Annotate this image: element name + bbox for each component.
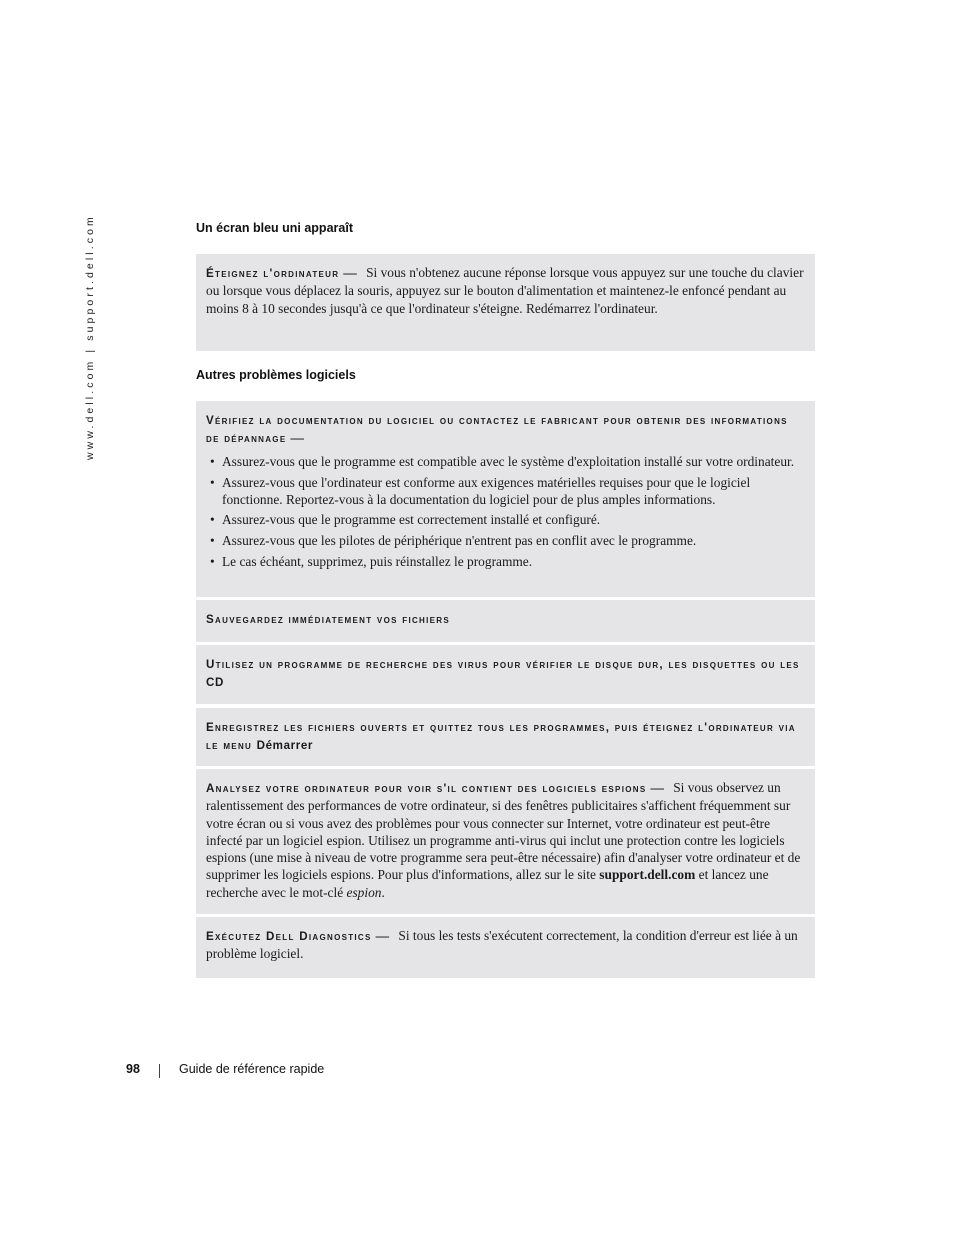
box-spyware: Analysez votre ordinateur pour voir s'il contient des logiciels espions — Si vous observez un ralentissement des performances de votre ordinateur, si des fenêtres publicitaires s'affichent fréquemment sur votre écran ou si vous avez des problèmes pour vous connecter sur Internet, votre ordinateur est peut-être infecté par un logiciel espion. Utilisez un programme anti-virus qui inclut une protection contre les logiciels espions (une mise à niveau de votre programme sera peut-être nécessaire) afin d'analyser votre ordinateur et de supprimer les logiciels espions. Pour plus d'informations, allez sur le site support.dell.com et lancez une recherche avec le mot-clé espion.	[196, 769, 815, 914]
box-close-head	[206, 721, 796, 752]
check-doc-list	[206, 453, 804, 570]
side-url: www.dell.com | support.dell.com	[84, 214, 96, 460]
list-item: • Le cas échéant, supprimez, puis réinstallez le programme.	[206, 553, 804, 570]
box-virus-head	[206, 658, 800, 689]
footer-separator	[159, 1064, 160, 1078]
box-check-doc: Vérifiez la documentation du logiciel ou contactez le fabricant pour obtenir des informations de dépannage — • Assurez-vous que le programme est compatible avec le système d'exploitation installé sur votre ordinateur. • Assurez-vous que l'ordinateur est conforme aux exigences matérielles requises pour que le logiciel fonctionne. Reportez-vous à la documentation du logiciel pour de plus amples informations. • Assurez-vous que le programme est correctement installé et configuré. • Assurez-vous que les pilotes de périphérique n'entrent pas en conflit avec le programme. • Le cas échéant, supprimez, puis réinstallez le programme.	[196, 401, 815, 597]
list-item: • Assurez-vous que l'ordinateur est conforme aux exigences matérielles requises pour que le logiciel fonctionne. Reportez-vous à la documentation du logiciel pour de plus amples informations.	[206, 474, 804, 509]
box-save-head: Sauvegardez immédiatement vos fichiers	[206, 613, 450, 626]
box-diagnostics: Exécutez Dell Diagnostics — Si tous les tests s'exécutent correctement, la condition d'erreur est liée à un problème logiciel.	[196, 917, 815, 978]
box-diagnostics-text: Si tous les tests s'exécutent correctement, la condition d'erreur est liée à un problème logiciel.	[206, 928, 798, 962]
section-title-other: Autres problèmes logiciels	[196, 368, 356, 382]
list-item: • Assurez-vous que le programme est correctement installé et configuré.	[206, 511, 804, 528]
box-spyware-end: .	[381, 884, 385, 900]
box-turn-off-text: Si vous n'obtenez aucune réponse lorsque vous appuyez sur une touche du clavier ou lorsque vous déplacez la souris, appuyez sur le bouton d'alimentation et maintenez-le enfoncé pendant au moins 8 à 10 secondes jusqu'à ce que l'ordinateur s'éteigne. Redémarrez l'ordinateur.	[206, 265, 804, 316]
list-item: • Assurez-vous que les pilotes de périphérique n'entrent pas en conflit avec le programme.	[206, 532, 804, 549]
list-item: • Assurez-vous que le programme est compatible avec le système d'exploitation installé sur votre ordinateur.	[206, 453, 804, 470]
box-virus-head-cd: CD	[206, 676, 224, 690]
box-close	[196, 708, 815, 766]
box-virus-head-text: Utilisez un programme de recherche des virus pour vérifier le disque dur, les disquettes ou les	[206, 658, 800, 671]
box-check-doc-head: Vérifiez la documentation du logiciel ou contactez le fabricant pour obtenir des informations de dépannage	[206, 414, 788, 445]
box-spyware-text-b: et lancez une recherche avec le mot-clé	[206, 867, 769, 900]
box-virus	[196, 645, 815, 704]
box-turn-off-head: Éteignez l'ordinateur	[206, 267, 340, 280]
support-link[interactable]: support.dell.com	[599, 867, 696, 883]
page-number: 98	[126, 1062, 140, 1076]
box-save	[196, 600, 815, 642]
section-title-blue-screen: Un écran bleu uni apparaît	[196, 221, 353, 235]
box-turn-off: Éteignez l'ordinateur — Si vous n'obtenez aucune réponse lorsque vous appuyez sur une touche du clavier ou lorsque vous déplacez la souris, appuyez sur le bouton d'alimentation et maintenez-le enfoncé pendant au moins 8 à 10 secondes jusqu'à ce que l'ordinateur s'éteigne. Redémarrez l'ordinateur.	[196, 254, 815, 351]
box-close-head-start: Démarrer	[256, 739, 314, 753]
footer-title: Guide de référence rapide	[179, 1062, 325, 1076]
box-spyware-text-a: Si vous observez un ralentissement des performances de votre ordinateur, si des fenêtres publicitaires s'affichent fréquemment sur votre écran ou si vous avez des problèmes pour vous connecter sur Internet, votre ordinateur est peut-être infecté par un logiciel espion. Utilisez un programme anti-virus qui inclut une protection contre les logiciels espions (une mise à niveau de votre programme sera peut-être nécessaire) afin d'analyser votre ordinateur et de supprimer les logiciels espions. Pour plus d'informations, allez sur le site	[206, 780, 801, 883]
box-diagnostics-head: Exécutez Dell Diagnostics	[206, 930, 372, 943]
box-spyware-head: Analysez votre ordinateur pour voir s'il contient des logiciels espions	[206, 782, 647, 795]
keyword-spyware: espion	[346, 884, 382, 900]
box-close-head-text: Enregistrez les fichiers ouverts et quittez tous les programmes, puis éteignez l'ordinateur via le menu	[206, 721, 796, 753]
